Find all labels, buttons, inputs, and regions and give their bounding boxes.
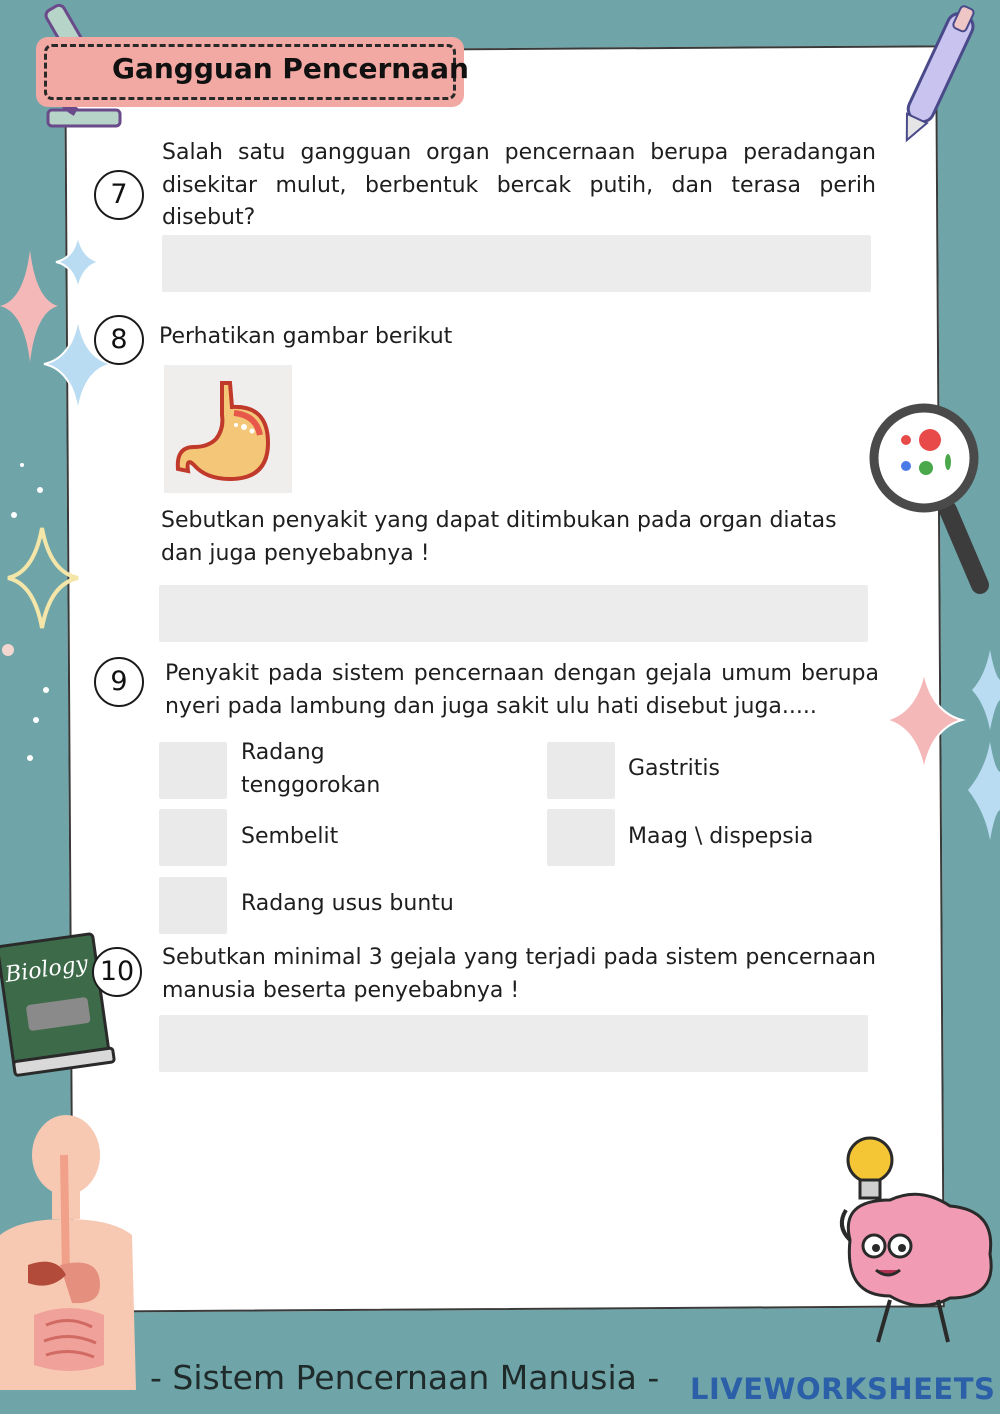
question-10-answer-field[interactable] (159, 1015, 868, 1072)
question-10-number: 10 (92, 947, 142, 997)
blue-star-right-2 (968, 742, 1000, 840)
pink-star-left (0, 250, 58, 362)
option-label-3: Sembelit (241, 824, 339, 849)
question-8-intro: Perhatikan gambar berikut (159, 324, 453, 349)
option-label-4: Maag \ dispepsia (628, 824, 814, 849)
pink-star-right (886, 672, 962, 770)
question-8-number: 8 (94, 315, 144, 365)
option-checkbox-5[interactable] (159, 877, 227, 934)
blue-star-right (972, 650, 1000, 730)
question-7-text: Salah satu gangguan organ pencernaan berupa peradangan disekitar mulut, berbentuk bercak putih, dan terasa perih disebut? (162, 140, 876, 230)
option-checkbox-1[interactable] (159, 742, 227, 799)
question-9-text: Penyakit pada sistem pencernaan dengan gejala umum berupa nyeri pada lambung dan juga sakit ulu hati disebut juga..... (165, 661, 879, 719)
question-7-answer-field[interactable] (162, 235, 871, 292)
stomach-image (164, 365, 292, 493)
option-checkbox-3[interactable] (159, 809, 227, 866)
option-checkbox-2[interactable] (547, 742, 615, 799)
question-7-number: 7 (94, 170, 144, 220)
brand-logo[interactable]: LIVEWORKSHEETS (690, 1372, 996, 1406)
digestive-system-illustration (0, 1115, 150, 1390)
question-10-text: Sebutkan minimal 3 gejala yang terjadi pada sistem pencernaan manusia beserta penyebabnya ! (162, 945, 876, 1003)
question-8-text: Sebutkan penyakit yang dapat ditimbukan pada organ diatas dan juga penyebabnya ! (161, 508, 837, 566)
blue-star-small (56, 235, 100, 290)
pen-icon (890, 0, 980, 150)
worksheet-subtitle: - Sistem Pencernaan Manusia - (150, 1358, 660, 1397)
magnifier-icon (868, 400, 1000, 600)
question-8-answer-field[interactable] (159, 585, 868, 642)
option-checkbox-4[interactable] (547, 809, 615, 866)
question-9-number: 9 (94, 657, 144, 707)
yellow-star (8, 528, 78, 628)
brain-mascot-icon (830, 1130, 1000, 1355)
option-label-1: Radang tenggorokan (241, 740, 381, 798)
option-label-5: Radang usus buntu (241, 891, 454, 916)
option-label-2: Gastritis (628, 756, 720, 781)
page-title: Gangguan Pencernaan (112, 52, 469, 85)
book-label: Biology (3, 951, 90, 988)
biology-book-icon (0, 925, 116, 1085)
